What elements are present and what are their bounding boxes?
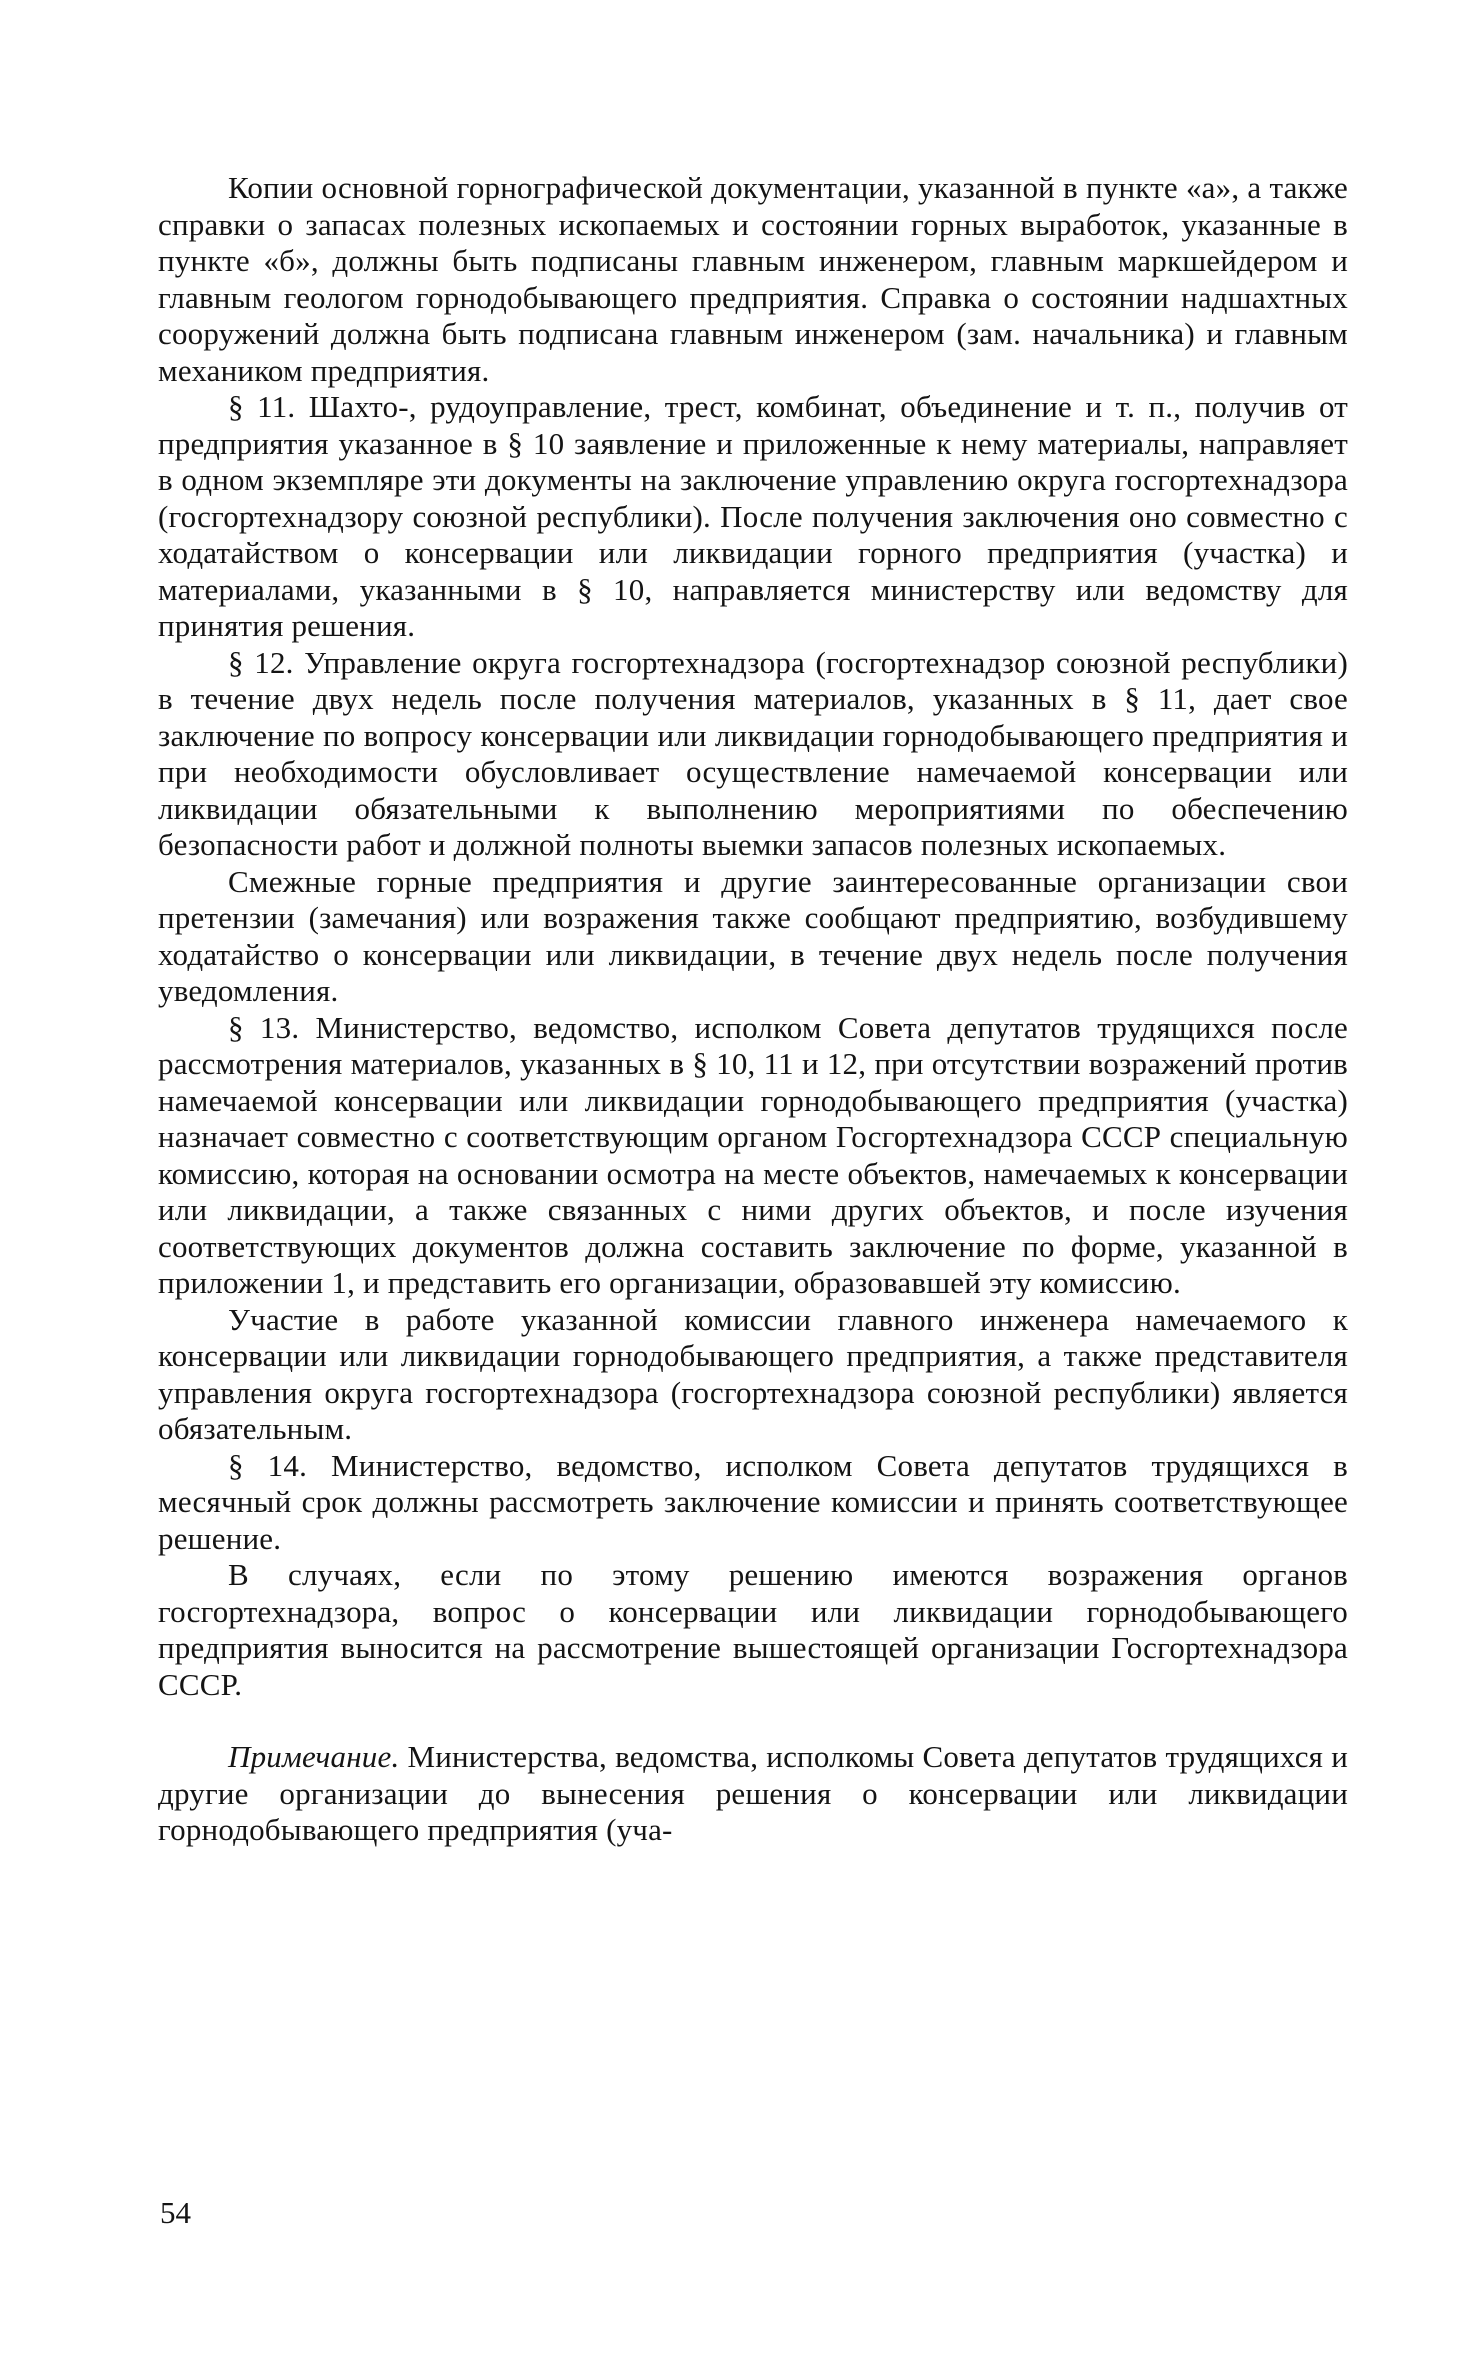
paragraph-objections: В случаях, если по этому решению имеются возражения органов госгортехнадзора, вопрос о консервации или ликвидации горнодобывающего предприятия выносится на рассмотрение вышестоящей организации Госгортехнадзора СССР. bbox=[158, 1557, 1348, 1702]
paragraph-copies-signatures: Копии основной горнографической документации, указанной в пункте «а», а также справки о запасах полезных ископаемых и состоянии горных выработок, указанные в пункте «б», должны быть подписаны главным инженером, главным маркшейдером и главным геологом горнодобывающего предприятия. Справка о состоянии надшахтных сооружений должна быть подписана главным инженером (зам. начальника) и главным механиком предприятия. bbox=[158, 170, 1348, 388]
note-paragraph bbox=[158, 1739, 1348, 1849]
paragraph-adjacent-enterprises: Смежные горные предприятия и другие заинтересованные организации свои претензии (замечания) или возражения также сообщают предприятию, возбудившему ходатайство о консервации или ликвидации, в течение двух недель после получения уведомления. bbox=[158, 863, 1348, 1008]
page-body bbox=[158, 170, 1348, 1849]
paragraph-section-14: § 14. Министерство, ведомство, исполком Совета депутатов трудящихся в месячный срок должны рассмотреть заключение комиссии и принять соответствующее решение. bbox=[158, 1447, 1348, 1556]
paragraph-section-13: § 13. Министерство, ведомство, исполком Совета депутатов трудящихся после рассмотрения материалов, указанных в § 10, 11 и 12, при отсутствии возражений против намечаемой консервации или ликвидации горнодобывающего предприятия (участка) назначает совместно с соответствующим органом Госгортехнадзора СССР специальную комиссию, которая на основании осмотра на месте объектов, намечаемых к консервации или ликвидации, а также связанных с ними других объектов, и после изучения соответствующих документов должна составить заключение по форме, указанной в приложении 1, и представить его организации, образовавшей эту комиссию. bbox=[158, 1009, 1348, 1300]
paragraph-commission-participation: Участие в работе указанной комиссии главного инженера намечаемого к консервации или ликвидации горнодобывающего предприятия, а также представителя управления округа госгортехнадзора (госгортехнадзора союзной республики) является обязательным. bbox=[158, 1301, 1348, 1446]
note-text: Министерства, ведомства, исполкомы Совета депутатов трудящихся и другие организации до вынесения решения о консервации или ликвидации горнодобывающего предприятия (уча- bbox=[158, 1739, 1348, 1847]
paragraph-section-12: § 12. Управление округа госгортехнадзора (госгортехнадзор союзной республики) в течение двух недель после получения материалов, указанных в § 11, дает свое заключение по вопросу консервации или ликвидации горнодобывающего предприятия и при необходимости обусловливает осуществление намечаемой консервации или ликвидации обязательными к выполнению мероприятиями по обеспечению безопасности работ и должной полноты выемки запасов полезных ископаемых. bbox=[158, 644, 1348, 862]
note-label: Примечание. bbox=[228, 1739, 400, 1774]
page-number: 54 bbox=[160, 2195, 191, 2230]
paragraph-section-11: § 11. Шахто-, рудоуправление, трест, комбинат, объединение и т. п., получив от предприятия указанное в § 10 заявление и приложенные к нему материалы, направляет в одном экземпляре эти документы на заключение управлению округа госгортехнадзора (госгортехнадзору союзной республики). После получения заключения оно совместно с ходатайством о консервации или ликвидации горного предприятия (участка) и материалами, указанными в § 10, направляется министерству или ведомству для принятия решения. bbox=[158, 389, 1348, 643]
